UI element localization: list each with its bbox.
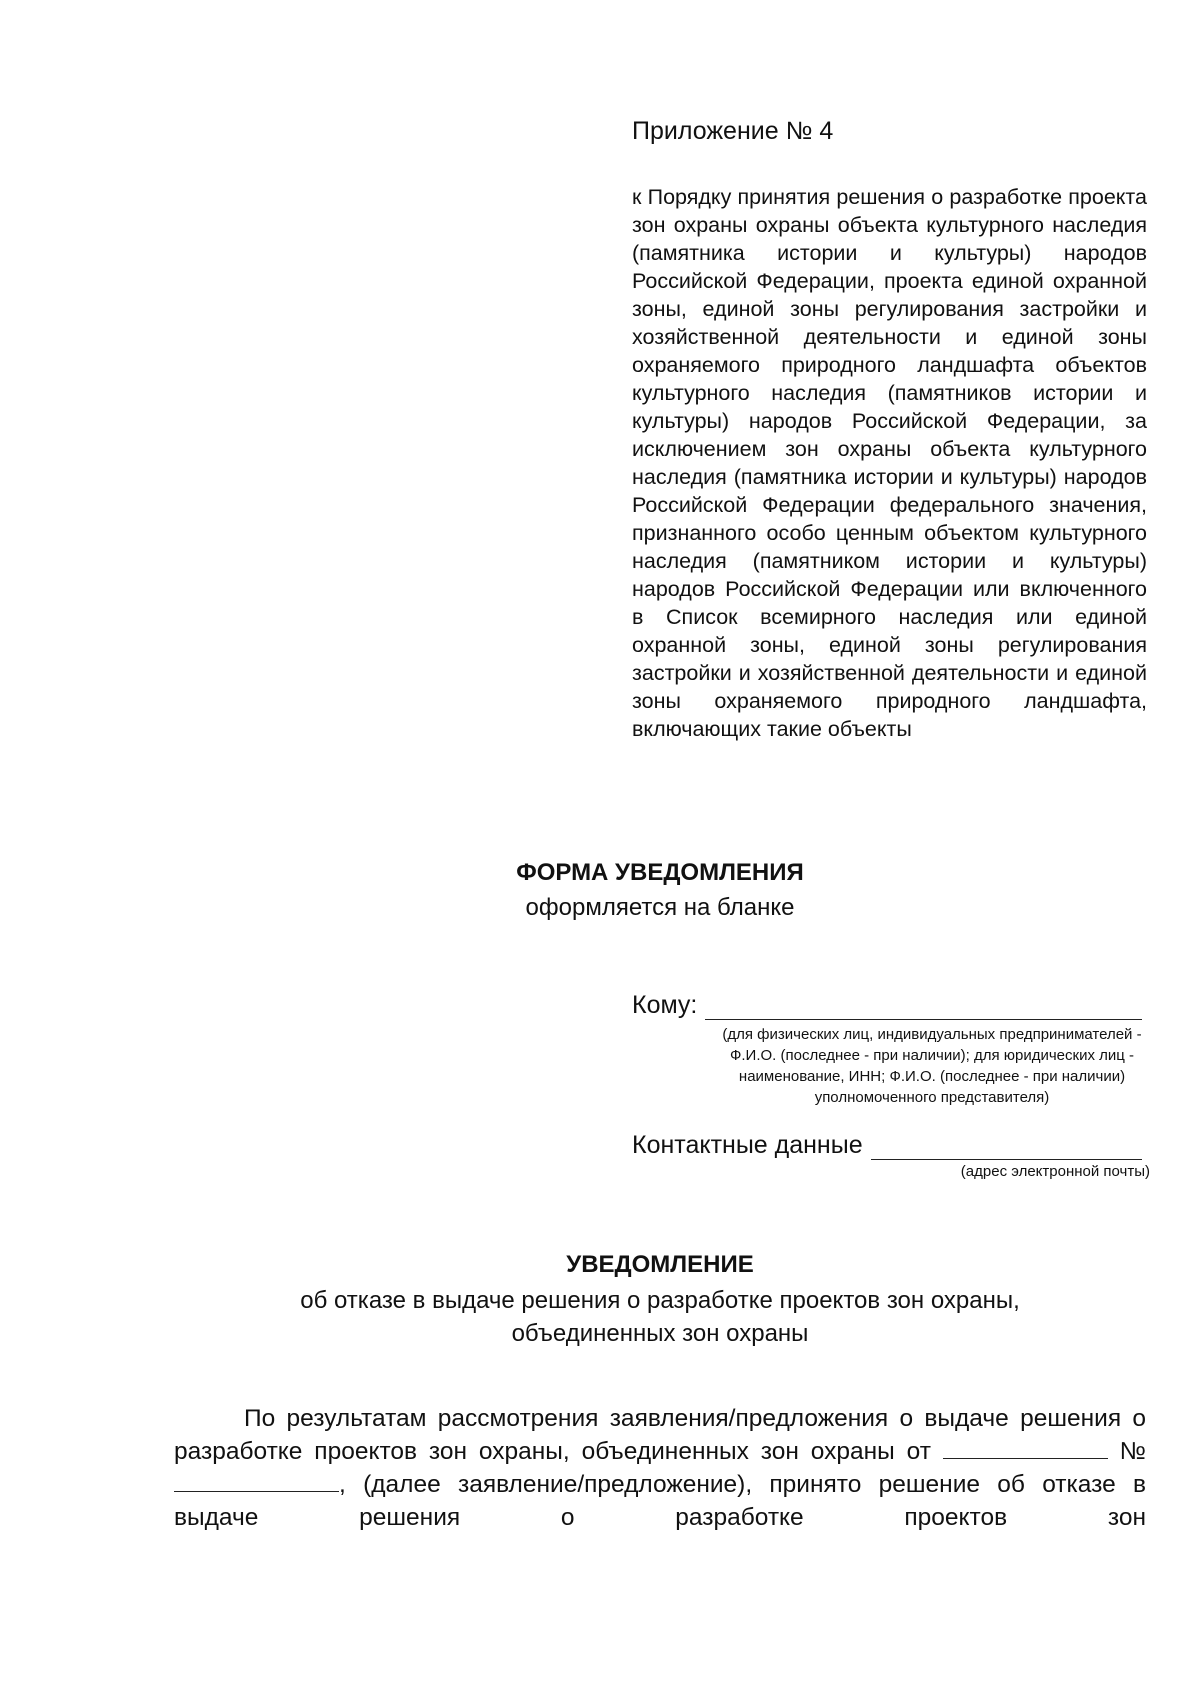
recipient-hint: (для физических лиц, индивидуальных предпринимателей - Ф.И.О. (последнее - при наличии); для юридических лиц - наименование, ИНН; Ф.И.О. (последнее - при наличии) уполномоченного представителя): [722, 1026, 1142, 1106]
recipient-row: [632, 990, 1142, 1020]
number-sign: №: [1119, 1438, 1146, 1465]
contact-row: [632, 1130, 1142, 1160]
appendix-title: Приложение № 4: [632, 117, 834, 145]
notice-body-paragraph: [174, 1402, 1146, 1534]
notice-subheading-line2: объединенных зон охраны: [511, 1320, 809, 1347]
number-blank: [174, 1471, 339, 1492]
recipient-label: Кому:: [632, 991, 698, 1019]
notice-subheading-line1: об отказе в выдаче решения о разработке проектов зон охраны,: [300, 1287, 1020, 1314]
contact-fill-line: [871, 1135, 1142, 1160]
date-blank: [943, 1438, 1108, 1459]
notice-subheading: [0, 1284, 1200, 1350]
recipient-fill-line: [705, 995, 1142, 1020]
form-subheading: оформляется на бланке: [525, 894, 795, 921]
contact-hint: (адрес электронной почты): [960, 1163, 1150, 1180]
notice-heading: УВЕДОМЛЕНИЕ: [566, 1251, 754, 1278]
body-text-part1: По результатам рассмотрения заявления/предложения о выдаче решения о разработке проектов зон охраны, объединенных зон охраны от: [174, 1405, 1146, 1465]
body-text-part2: , (далее заявление/предложение), принято решение об отказе в выдаче решения о разработке проектов зон: [174, 1471, 1146, 1531]
appendix-reference-text: к Порядку принятия решения о разработке проекта зон охраны охраны объекта культурного наследия (памятника истории и культуры) народов Российской Федерации, проекта единой охранной зоны, единой зоны регулирования застройки и хозяйственной деятельности и единой зоны охраняемого природного ландшафта объектов культурного наследия (памятников истории и культуры) народов Российской Федерации, за исключением зон охраны объекта культурного наследия (памятника истории и культуры) народов Российской Федерации федерального значения, признанного особо ценным объектом культурного наследия (памятником истории и культуры) народов Российской Федерации или включенного в Список всемирного наследия или единой охранной зоны, единой зоны регулирования застройки и хозяйственной деятельности и единой зоны охраняемого природного ландшафта, включающих такие объекты: [632, 185, 1147, 741]
form-heading: ФОРМА УВЕДОМЛЕНИЯ: [516, 859, 804, 886]
contact-label: Контактные данные: [632, 1131, 863, 1159]
